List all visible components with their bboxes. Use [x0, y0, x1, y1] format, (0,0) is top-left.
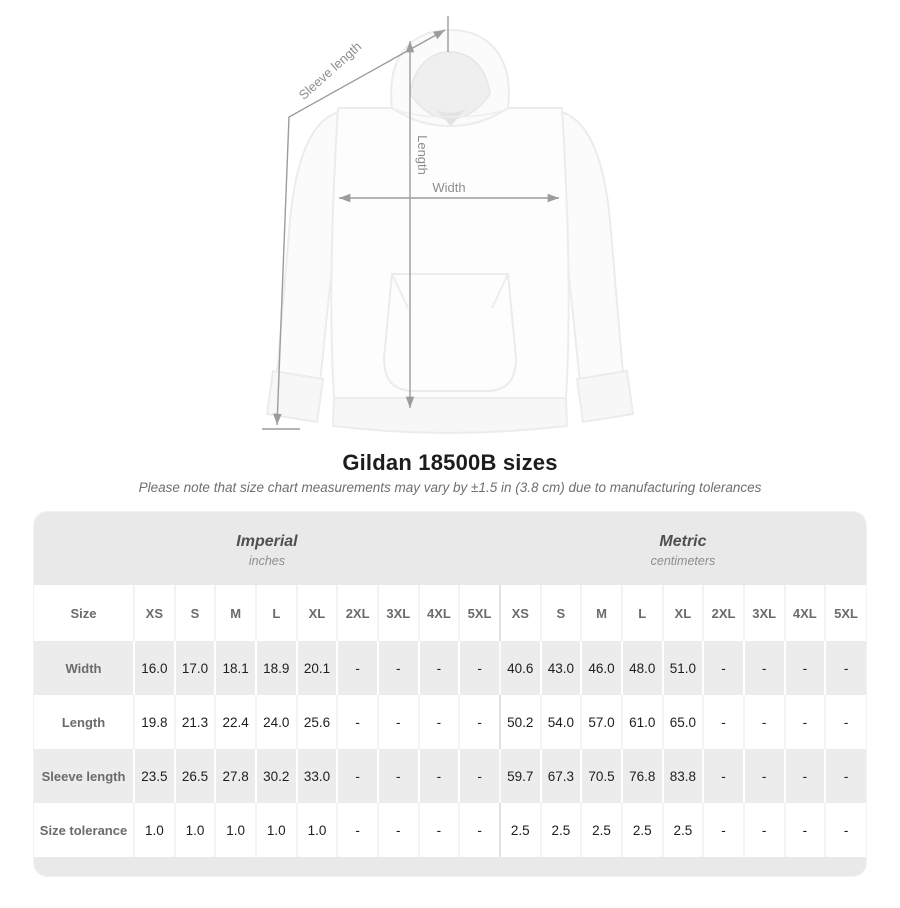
cell-value: - — [419, 641, 460, 695]
cell-value: 2.5 — [663, 803, 704, 857]
size-col-metric-m: M — [581, 585, 622, 641]
cell-value: 46.0 — [581, 641, 622, 695]
cell-value: - — [785, 749, 826, 803]
cell-value: 21.3 — [175, 695, 216, 749]
cell-value: - — [825, 749, 866, 803]
cell-value: - — [785, 803, 826, 857]
size-col-metric-l: L — [622, 585, 663, 641]
table-row-size-tolerance — [34, 803, 866, 857]
cell-value: - — [378, 641, 419, 695]
table-footer-band — [34, 857, 866, 876]
cell-value: 2.5 — [622, 803, 663, 857]
cell-value: - — [703, 803, 744, 857]
hoodie-graphic — [240, 8, 660, 448]
cell-value: 27.8 — [215, 749, 256, 803]
hoodie-illustration — [267, 30, 633, 433]
cell-value: 2.5 — [541, 803, 582, 857]
cell-value: - — [419, 695, 460, 749]
size-col-metric-xl: XL — [663, 585, 704, 641]
hoodie-measurement-figure — [240, 8, 660, 448]
cell-value: - — [459, 641, 500, 695]
width-label: Width — [432, 180, 466, 195]
cell-value: - — [744, 641, 785, 695]
unit-group-header-row — [34, 512, 866, 585]
group-imperial-sublabel: inches — [248, 553, 286, 568]
cell-value: 61.0 — [622, 695, 663, 749]
cell-value: - — [703, 749, 744, 803]
cell-value: 43.0 — [541, 641, 582, 695]
cell-value: 24.0 — [256, 695, 297, 749]
table-row-length — [34, 695, 866, 749]
cell-value: - — [459, 803, 500, 857]
cell-value: - — [744, 749, 785, 803]
cell-value: 26.5 — [175, 749, 216, 803]
cell-value: 54.0 — [541, 695, 582, 749]
row-label-sleeve-length: Sleeve length — [41, 768, 126, 784]
cell-value: 25.6 — [297, 695, 338, 749]
cell-value: - — [378, 803, 419, 857]
cell-value: - — [378, 695, 419, 749]
size-table — [34, 512, 866, 876]
cell-value: 1.0 — [215, 803, 256, 857]
cell-value: - — [459, 695, 500, 749]
size-col-imperial-l: L — [256, 585, 297, 641]
size-col-imperial-xs: XS — [134, 585, 175, 641]
table-row-sleeve-length — [34, 749, 866, 803]
cell-value: 19.8 — [134, 695, 175, 749]
size-col-imperial-m: M — [215, 585, 256, 641]
cell-value: 2.5 — [500, 803, 541, 857]
cell-value: - — [825, 695, 866, 749]
cell-value: 57.0 — [581, 695, 622, 749]
sleeve-length-label: Sleeve length — [295, 38, 365, 103]
tolerance-note: Please note that size chart measurements may vary by ±1.5 in (3.8 cm) due to manufacturing tolerances — [138, 480, 762, 495]
size-col-metric-xs: XS — [500, 585, 541, 641]
cell-value: - — [337, 695, 378, 749]
cell-value: - — [703, 695, 744, 749]
cell-value: 22.4 — [215, 695, 256, 749]
cell-value: - — [744, 695, 785, 749]
size-header-row — [34, 585, 866, 641]
cell-value: - — [378, 749, 419, 803]
group-header-metric — [500, 512, 866, 585]
cell-value: 1.0 — [134, 803, 175, 857]
cell-value: - — [337, 641, 378, 695]
cell-value: 65.0 — [663, 695, 704, 749]
size-chart — [33, 511, 867, 877]
size-col-metric-5xl: 5XL — [825, 585, 866, 641]
size-col-metric-3xl: 3XL — [744, 585, 785, 641]
size-col-imperial-3xl: 3XL — [378, 585, 419, 641]
size-col-metric-s: S — [541, 585, 582, 641]
cell-value: - — [785, 695, 826, 749]
group-imperial-label: Imperial — [236, 532, 298, 550]
cell-value: - — [825, 803, 866, 857]
cell-value: 16.0 — [134, 641, 175, 695]
length-label: Length — [415, 135, 430, 175]
cell-value: 70.5 — [581, 749, 622, 803]
size-col-imperial-s: S — [175, 585, 216, 641]
size-col-imperial-2xl: 2XL — [337, 585, 378, 641]
cell-value: 23.5 — [134, 749, 175, 803]
cell-value: 20.1 — [297, 641, 338, 695]
group-metric-label: Metric — [659, 532, 707, 550]
cell-value: 40.6 — [500, 641, 541, 695]
page-title: Gildan 18500B sizes — [342, 450, 558, 475]
cell-value: - — [744, 803, 785, 857]
cell-value: - — [825, 641, 866, 695]
cell-value: - — [337, 803, 378, 857]
cell-value: 50.2 — [500, 695, 541, 749]
row-label-size-tolerance: Size tolerance — [39, 822, 128, 838]
size-col-metric-4xl: 4XL — [785, 585, 826, 641]
cell-value: 18.9 — [256, 641, 297, 695]
cell-value: 83.8 — [663, 749, 704, 803]
cell-value: 59.7 — [500, 749, 541, 803]
table-row-width — [34, 641, 866, 695]
row-label-width: Width — [65, 660, 102, 676]
cell-value: - — [785, 641, 826, 695]
group-header-imperial — [34, 512, 500, 585]
size-col-imperial-5xl: 5XL — [459, 585, 500, 641]
cell-value: - — [419, 749, 460, 803]
cell-value: - — [459, 749, 500, 803]
cell-value: 1.0 — [175, 803, 216, 857]
cell-value: 2.5 — [581, 803, 622, 857]
size-col-imperial-xl: XL — [297, 585, 338, 641]
cell-value: 76.8 — [622, 749, 663, 803]
cell-value: 48.0 — [622, 641, 663, 695]
row-label-length: Length — [61, 714, 106, 730]
cell-value: 17.0 — [175, 641, 216, 695]
cell-value: - — [703, 641, 744, 695]
size-col-metric-2xl: 2XL — [703, 585, 744, 641]
cell-value: 30.2 — [256, 749, 297, 803]
cell-value: - — [419, 803, 460, 857]
cell-value: 51.0 — [663, 641, 704, 695]
cell-value: 18.1 — [215, 641, 256, 695]
cell-value: - — [337, 749, 378, 803]
cell-value: 33.0 — [297, 749, 338, 803]
cell-value: 67.3 — [541, 749, 582, 803]
cell-value: 1.0 — [256, 803, 297, 857]
cell-value: 1.0 — [297, 803, 338, 857]
group-metric-sublabel: centimeters — [650, 553, 716, 568]
size-header-label: Size — [34, 585, 134, 641]
size-col-imperial-4xl: 4XL — [419, 585, 460, 641]
